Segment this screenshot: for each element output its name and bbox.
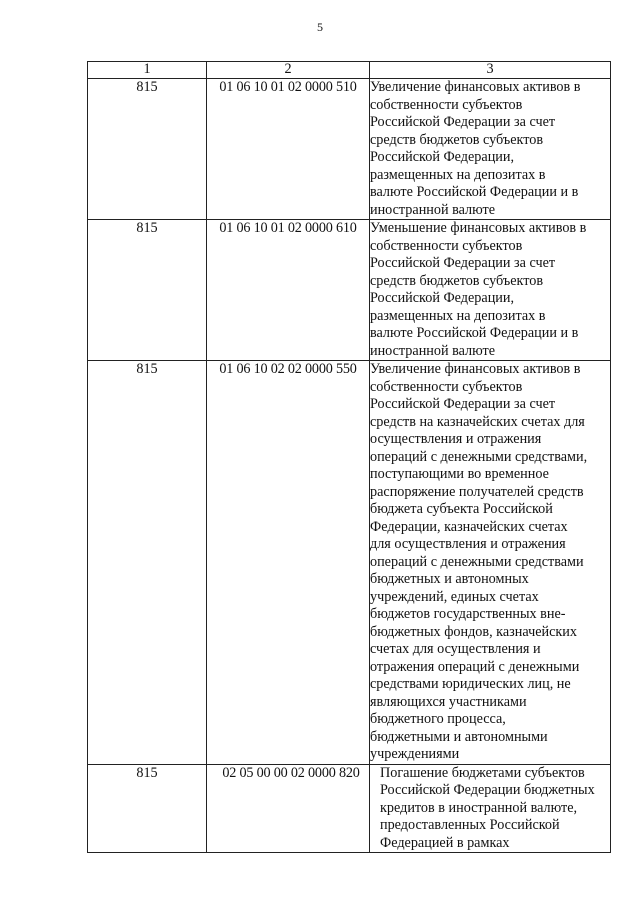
name-line: Российской Федерации за счет (370, 114, 556, 130)
table-row (88, 220, 611, 361)
name-cell (370, 764, 611, 853)
name-line: для осуществления и отражения (370, 536, 566, 552)
table-row (88, 79, 611, 220)
name-line: валюте Российской Федерации и в (370, 325, 579, 341)
table-body (88, 79, 611, 853)
name-line: собственности субъектов (370, 378, 523, 395)
table-row (88, 764, 611, 853)
name-line: собственности субъектов (370, 237, 523, 254)
name-line: валюте Российской Федерации и в (370, 184, 579, 200)
name-line: операций с денежными средствами, (370, 448, 588, 465)
kbk-code-cell: 01 06 10 02 02 0000 550 (207, 361, 370, 765)
name-line: бюджетов государственных вне- (370, 606, 566, 622)
name-line: бюджетных фондов, казначейских (370, 623, 577, 640)
name-line: счетах для осуществления и (370, 641, 541, 657)
name-line: Увеличение финансовых активов в (370, 79, 581, 95)
table-row (88, 361, 611, 765)
name-line: учреждениями (370, 746, 460, 762)
name-line: собственности субъектов (370, 96, 523, 113)
name-line: Российской Федерации бюджетных (380, 782, 595, 798)
name-line: средств на казначейских счетах для (370, 413, 585, 430)
name-line: средствами юридических лиц, не (370, 676, 571, 692)
name-cell (370, 220, 611, 361)
name-line: средств бюджетов субъектов (370, 272, 544, 289)
name-line: Российской Федерации, (370, 149, 515, 165)
name-line: бюджетных и автономных (370, 571, 529, 587)
header-col-3: 3 (370, 62, 611, 79)
kbk-code-cell: 01 06 10 01 02 0000 510 (207, 79, 370, 220)
name-line: кредитов в иностранной валюте, (380, 799, 578, 816)
name-line: иностранной валюте (370, 201, 496, 218)
name-line: предоставленных Российской (380, 817, 560, 833)
header-col-2: 2 (207, 62, 370, 79)
name-line: Российской Федерации за счет (370, 396, 556, 412)
name-line: средств бюджетов субъектов (370, 131, 544, 148)
page-number: 5 (317, 20, 323, 34)
name-line: бюджетного процесса, (370, 711, 506, 727)
name-line: Российской Федерации за счет (370, 255, 556, 271)
name-line: Погашение бюджетами субъектов (380, 764, 585, 781)
name-line: распоряжение получателей средств (370, 483, 584, 500)
name-line: бюджета субъекта Российской (370, 501, 553, 517)
name-line: отражения операций с денежными (370, 658, 580, 675)
kbk-code-cell: 01 06 10 01 02 0000 610 (207, 220, 370, 361)
name-line: Федерации, казначейских счетах (370, 518, 568, 535)
header-row (88, 62, 611, 79)
header-col-1: 1 (88, 62, 207, 79)
admin-code-cell: 815 (88, 764, 207, 853)
name-line: Уменьшение финансовых активов в (370, 220, 587, 236)
name-line: Федерацией в рамках (380, 834, 510, 851)
kbk-code-cell: 02 05 00 00 02 0000 820 (207, 764, 370, 853)
name-line: бюджетными и автономными (370, 728, 548, 745)
name-line: Увеличение финансовых активов в (370, 361, 581, 377)
name-line: являющихся участниками (370, 693, 527, 710)
budget-codes-table (87, 61, 611, 853)
table-header (88, 62, 611, 79)
name-line: осуществления и отражения (370, 431, 542, 447)
name-line: иностранной валюте (370, 342, 496, 359)
name-line: размещенных на депозитах в (370, 307, 546, 324)
name-line: размещенных на депозитах в (370, 166, 546, 183)
name-line: поступающими во временное (370, 466, 549, 482)
admin-code-cell: 815 (88, 220, 207, 361)
name-line: Российской Федерации, (370, 290, 515, 306)
name-line: учреждений, единых счетах (370, 588, 539, 605)
name-line: операций с денежными средствами (370, 553, 584, 570)
admin-code-cell: 815 (88, 79, 207, 220)
admin-code-cell: 815 (88, 361, 207, 765)
name-cell (370, 361, 611, 765)
name-cell (370, 79, 611, 220)
